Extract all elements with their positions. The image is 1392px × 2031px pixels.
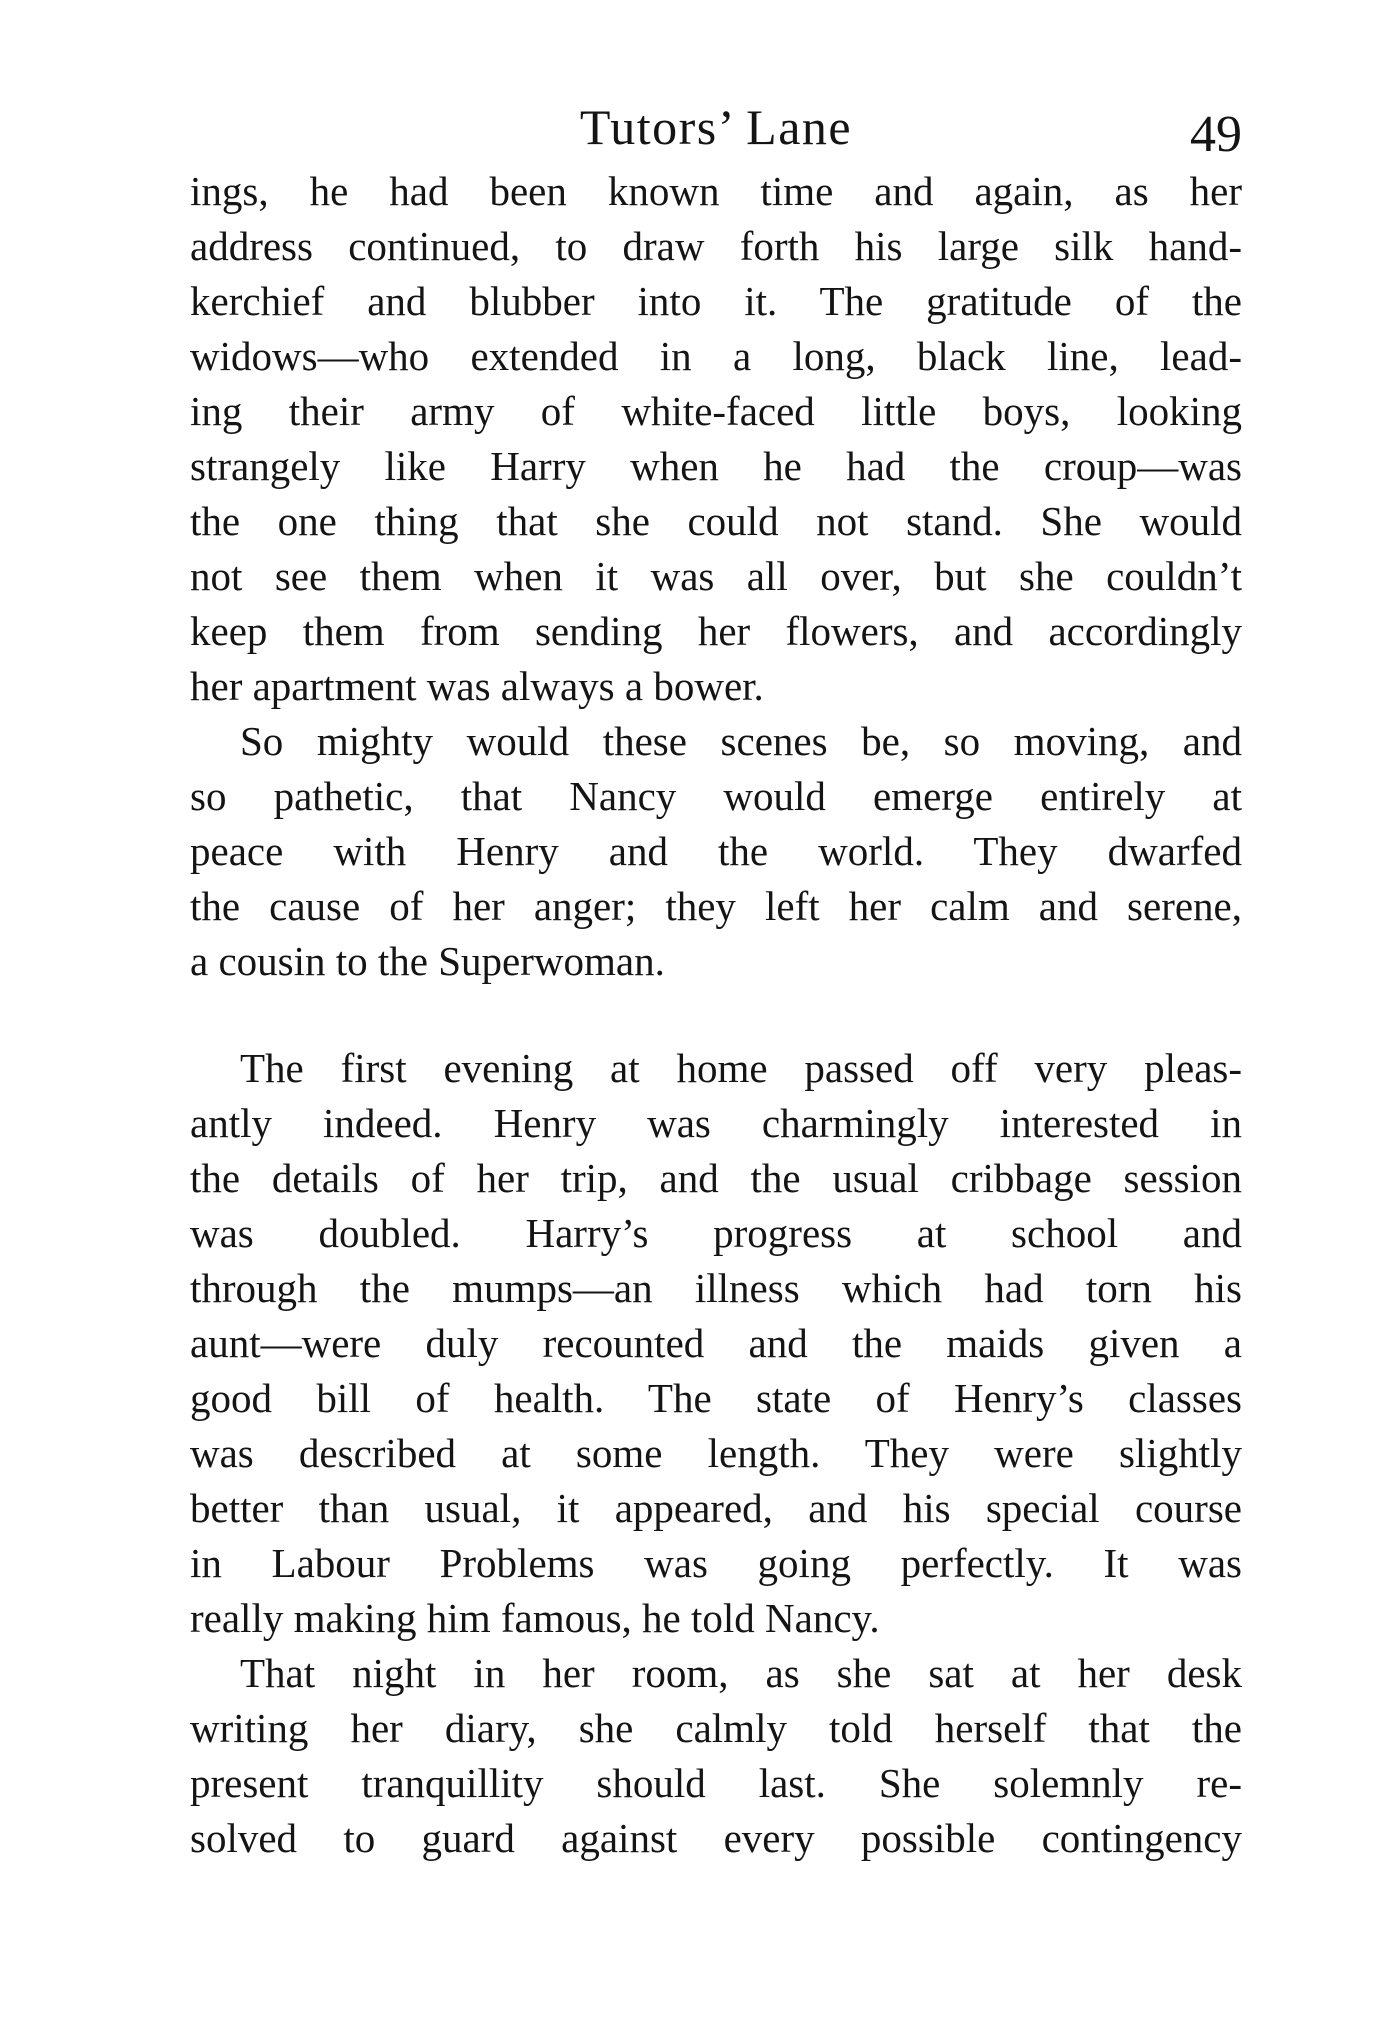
paragraph [190,714,1242,989]
text-line: in Labour Problems was going perfectly. It was [190,1540,1242,1586]
text-line: the details of her trip, and the usual cribbage session [190,1155,1242,1201]
text-line: solved to guard against every possible contingency [190,1815,1242,1861]
text-line: better than usual, it appeared, and his special course [190,1485,1242,1531]
text-line: was described at some length. They were slightly [190,1430,1242,1476]
text-line: so pathetic, that Nancy would emerge entirely at [190,773,1242,819]
text-line: So mighty would these scenes be, so moving, and [240,718,1242,764]
text-line: the one thing that she could not stand. She would [190,498,1242,544]
body-text [190,164,1242,1866]
text-line: kerchief and blubber into it. The gratitude of the [190,278,1242,324]
text-line: present tranquillity should last. She solemnly re- [190,1760,1242,1806]
text-line: good bill of health. The state of Henry’s classes [190,1375,1242,1421]
text-line: ing their army of white-faced little boys, looking [190,388,1242,434]
text-line: ings, he had been known time and again, as her [190,168,1242,214]
paragraph [190,164,1242,714]
text-line: the cause of her anger; they left her calm and serene, [190,883,1242,929]
text-line: address continued, to draw forth his large silk hand- [190,223,1242,269]
text-line: The first evening at home passed off very pleas- [240,1045,1242,1091]
text-line: aunt—were duly recounted and the maids given a [190,1320,1242,1366]
text-line: antly indeed. Henry was charmingly interested in [190,1100,1242,1146]
text-line: through the mumps—an illness which had torn his [190,1265,1242,1311]
text-line: keep them from sending her flowers, and accordingly [190,608,1242,654]
text-line: That night in her room, as she sat at her desk [240,1650,1242,1696]
text-line: widows—who extended in a long, black line, lead- [190,333,1242,379]
text-line: writing her diary, she calmly told herself that the [190,1705,1242,1751]
running-head [190,92,1242,162]
text-line: strangely like Harry when he had the croup—was [190,443,1242,489]
text-line: was doubled. Harry’s progress at school and [190,1210,1242,1256]
running-title: Tutors’ Lane [579,99,853,155]
page-number: 49 [1190,106,1242,163]
text-line: peace with Henry and the world. They dwarfed [190,828,1242,874]
text-line: her apartment was always a bower. [190,663,764,709]
text-line: really making him famous, he told Nancy. [190,1595,880,1641]
paragraph [190,1646,1242,1866]
text-line: not see them when it was all over, but she couldn’t [190,553,1242,599]
paragraph [190,1041,1242,1646]
text-line: a cousin to the Superwoman. [190,938,665,984]
section-break [190,989,1242,1041]
